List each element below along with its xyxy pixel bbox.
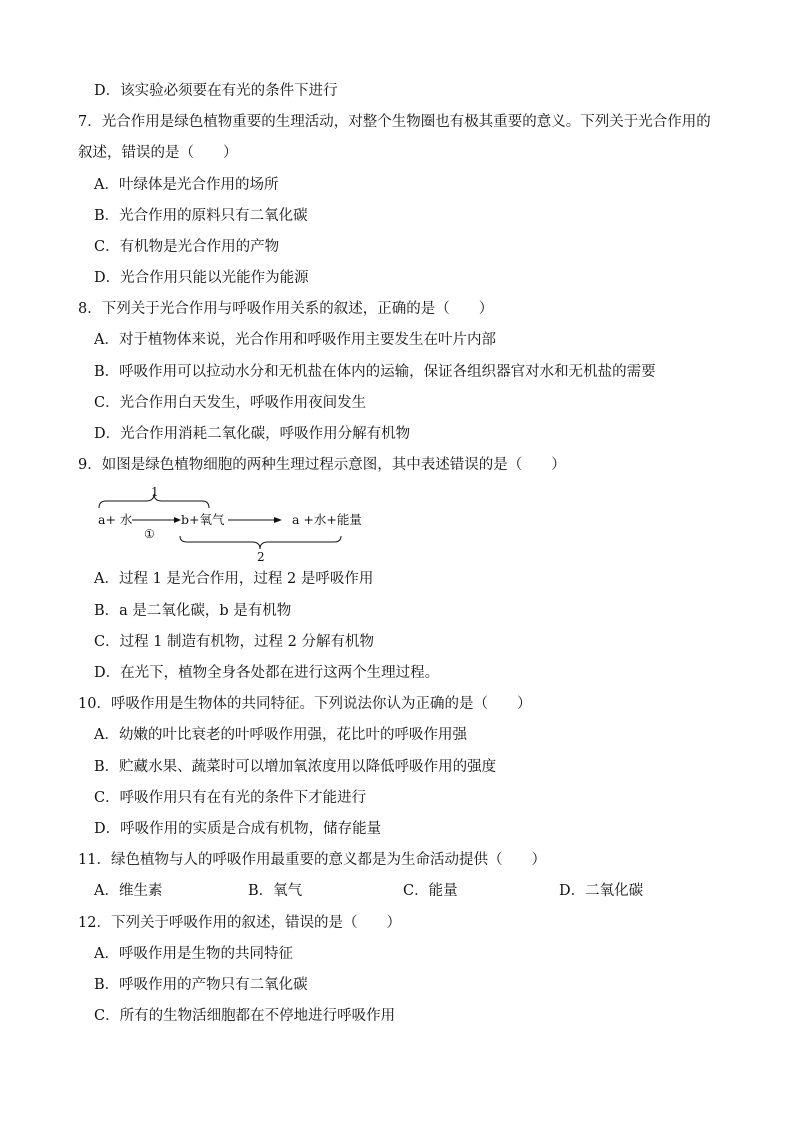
intermediate-term: b+氧气 — [181, 512, 225, 527]
q7-option-b: B．光合作用的原料只有二氧化碳 — [94, 208, 308, 224]
q8-option-b: B．呼吸作用可以拉动水分和无机盐在体内的运输，保证各组织器官对水和无机盐的需要 — [94, 364, 656, 380]
q8-option-d: D．光合作用消耗二氧化碳，呼吸作用分解有机物 — [94, 426, 411, 442]
q9-option-c: C．过程 1 制造有机物，过程 2 分解有机物 — [94, 634, 374, 650]
q6-option-d: D．该实验必须要在有光的条件下进行 — [94, 83, 338, 99]
q9-option-b: B．a 是二氧化碳，b 是有机物 — [94, 603, 292, 619]
q7-option-a: A．叶绿体是光合作用的场所 — [94, 177, 279, 193]
q10-stem: 10．呼吸作用是生物体的共同特征。下列说法你认为正确的是（ ） — [78, 696, 532, 712]
q7-option-d: D．光合作用只能以光能作为能源 — [94, 270, 309, 286]
arrow-2-head — [274, 517, 282, 523]
q11-option-a: A．维生素 — [94, 883, 163, 899]
q9-option-a: A．过程 1 是光合作用，过程 2 是呼吸作用 — [94, 571, 374, 587]
product-term: a +水+能量 — [292, 512, 362, 527]
q8-stem: 8．下列关于光合作用与呼吸作用关系的叙述，正确的是（ ） — [78, 301, 494, 317]
q8-option-a: A．对于植物体来说，光合作用和呼吸作用主要发生在叶片内部 — [94, 332, 496, 348]
q12-option-a: A．呼吸作用是生物的共同特征 — [94, 946, 293, 962]
q8-option-c: C．光合作用白天发生，呼吸作用夜间发生 — [94, 395, 367, 411]
process-1-label: 1 — [151, 485, 159, 499]
q10-option-a: A．幼嫩的叶比衰老的叶呼吸作用强，花比叶的呼吸作用强 — [94, 727, 467, 743]
q12-stem: 12．下列关于呼吸作用的叙述，错误的是（ ） — [78, 915, 401, 931]
q11-option-c: C．能量 — [403, 883, 458, 899]
q12-option-c: C．所有的生物活细胞都在不停地进行呼吸作用 — [94, 1008, 396, 1024]
circle-one-label: ① — [144, 527, 155, 541]
arrow-1-head — [174, 517, 181, 523]
q7-stem-line2: 叙述，错误的是（ ） — [78, 145, 238, 161]
brace-bottom — [180, 536, 341, 549]
q11-stem: 11．绿色植物与人的呼吸作用最重要的意义都是为生命活动提供（ ） — [78, 852, 546, 868]
q11-option-d: D．二氧化碳 — [559, 883, 644, 899]
q7-stem-line1: 7．光合作用是绿色植物重要的生理活动，对整个生物圈也有极其重要的意义。下列关于光合作用的 — [78, 114, 711, 130]
reactant-term: a+ 水 — [98, 512, 133, 527]
q10-option-c: C．呼吸作用只有在有光的条件下才能进行 — [94, 790, 367, 806]
q12-option-b: B．呼吸作用的产物只有二氧化碳 — [94, 977, 308, 993]
q9-stem: 9．如图是绿色植物细胞的两种生理过程示意图，其中表述错误的是（ ） — [78, 457, 566, 473]
q10-option-b: B．贮藏水果、蔬菜时可以增加氧浓度用以降低呼吸作用的强度 — [94, 759, 497, 775]
q10-option-d: D．呼吸作用的实质是合成有机物，储存能量 — [94, 821, 382, 837]
process-2-label: 2 — [257, 550, 265, 564]
q11-option-b: B．氧气 — [248, 883, 303, 899]
q7-option-c: C．有机物是光合作用的产物 — [94, 239, 280, 255]
q9-option-d: D．在光下，植物全身各处都在进行这两个生理过程。 — [94, 665, 440, 681]
q9-process-diagram — [94, 484, 364, 564]
